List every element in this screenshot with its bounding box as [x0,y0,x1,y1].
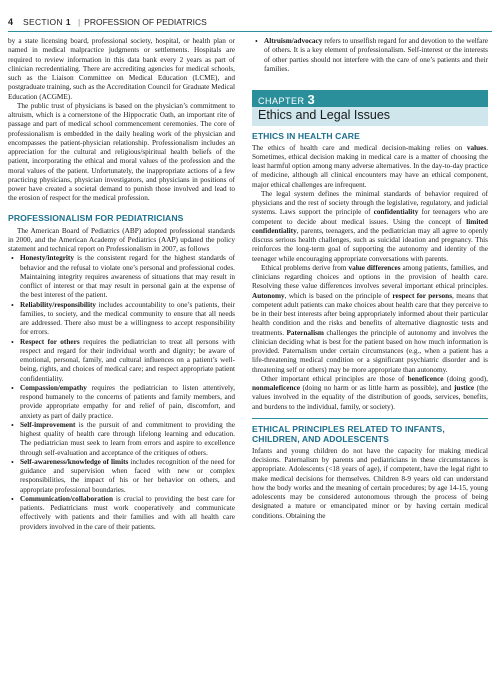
chapter-banner [252,90,488,126]
section-word: SECTION [23,17,63,27]
header-separator: | [77,17,81,27]
list-item [20,495,235,532]
list-item [20,458,235,495]
bullet-term: Altruism/advocacy [264,37,323,45]
bullet-text: is the consistent regard for the highest standards of behavior and the refusal to violate one’s personal and professional codes. Maintaining integrity requires awareness of situations that may result in conflict of interest or that may result in personal gain at the expense of the best interest of the patient. [20,254,235,300]
section-number: 1 [65,17,71,27]
running-header [8,14,492,30]
bullet-term: Respect for others [20,337,80,346]
header-rule [8,31,492,32]
paragraph: Ethical problems derive from value differences among patients, families, and clinicians regarding choices and options in the provision of health care. Resolving these value differences involves several important ethical principles. Autonomy, which is based on the principle of respect for persons, means that competent adult patients can make choices about health care that they perceive to be in their best interests after being appropriately informed about their particular health condition and the risks and benefits of alternative diagnostic tests and treatments. Paternalism challenges the principle of autonomy and involves the clinician deciding what is best for the patient based on how much information is provided. Paternalism under certain circumstances (e.g., when a patient has a life-threatening medical condition or a significant psychiatric disorder and is threatening self or others) may be more appropriate than autonomy. [252,263,489,374]
section-heading: PROFESSIONALISM FOR PEDIATRICIANS [8,212,184,223]
paragraph: The ethics of health care and medical decision-making relies on values. Sometimes, ethical decision making in medical care is a matter of choosing the least harmful option among many adverse alternatives. In the day-to-day practice of medicine, although all clinical encounters may have an ethical component, major ethical challenges are infrequent. [252,143,488,189]
paragraph: Infants and young children do not have the capacity for making medical decisions. Paternalism by parents and pediatricians in these circumstances is appropriate. Adolescents (<18 years of age), if competent, have the legal right to make medical decisions for themselves. Children 8-9 years old can understand how the body works and the meaning of certain procedures; by age 14-15, young adolescents may be considered autonomous through the process of being designated a mature or emancipated minor or by having certain medical conditions. Obtaining the [252,446,488,520]
list-item [20,301,235,338]
list-item [20,338,235,384]
bullet-text: is crucial to providing the best care for patients. Pediatricians must work cooperatively and communicate effectively with patients and their families and with all health care providers involved in the care of their patients. [20,494,235,531]
list-item [264,37,488,74]
bullet-text: refers to unselfish regard for and devotion to the welfare of others. It is a key element of professionalism. Self-interest or the interests of other parties should not interfere with the care of one’s patients and their families. [264,37,488,73]
section-heading: ETHICS IN HEALTH CARE [252,130,360,141]
left-column [8,37,235,532]
chapter-word: CHAPTER [258,96,305,106]
chapter-label [252,92,488,107]
bullet-term: Reliability/responsibility [20,300,97,309]
bullet-text: is the pursuit of and commitment to providing the highest quality of health care through lifelong learning and education. The pediatrician must seek to learn from errors and aspire to excellence through self-evaluation and acceptance of the critiques of others. [20,420,235,457]
chapter-number: 3 [307,92,316,107]
section-title: PROFESSION OF PEDIATRICS [84,17,207,27]
bullet-list [8,254,235,532]
bullet-term: Honesty/integrity [20,254,74,263]
paragraph: The American Board of Pediatrics (ABP) adopted professional standards in 2000, and the American Academy of Pediatrics (AAP) updated the policy statement and technical report on Professionalism in 2007, as follows [8,226,235,253]
page-number: 4 [8,17,14,27]
bullet-text: requires the pediatrician to treat all persons with respect and regard for their individual worth and dignity; be aware of emotional, personal, family, and cultural influences on a patient’s well-being, rights, and choices of medical care; and respect appropriate patient confidentiality. [20,337,235,383]
bullet-term: Compassion/empathy [20,383,87,392]
section-heading: ETHICAL PRINCIPLES RELATED TO INFANTS, CHILDREN, AND ADOLESCENTS [252,423,445,444]
paragraph: Other important ethical principles are those of beneficence (doing good), nonmaleficence (doing no harm or as little harm as possible), and justice (the values involved in the equality of the distribution of goods, services, benefits, and burdens to the individual, family, or society). [252,374,488,411]
bullet-text: includes accountability to one’s patients, their families, to society, and the medical community to ensure that all needs are addressed. There also must be a willingness to accept responsibility for errors. [20,300,235,337]
paragraph: The public trust of physicians is based on the physician’s commitment to altruism, which is a cornerstone of the Hippocratic Oath, an important rite of passage and part of medical school commencement ceremonies. The core of professionalism is embedded in the daily healing work of the physician and encompasses the patient-physician relationship. Professionalism includes an appreciation for the cultural and religious/spiritual health beliefs of the patient, incorporating the ethical and moral values of the profession and the moral values of the patient. Unfortunately, the inappropriate actions of a few practicing physicians, physician investigators, and physicians in positions of power have created a societal demand to punish those involved and lead to the erosion of respect for the medical profession. [8,101,235,203]
paragraph: by a state licensing board, professional society, hospital, or health plan or named in medical malpractice judgments or settlements. Hospitals are required to review information in this data bank every 2 years as part of clinician recredentialing. There are accrediting agencies for medical schools, such as the Liaison Committee on Medical Education (LCME), and postgraduate training, such as the Accreditation Council for Graduate Medical Education (ACGME). [8,37,235,101]
section-label [23,17,74,27]
bullet-text: requires the pediatrician to listen attentively, respond humanely to the concerns of patients and family members, and provide appropriate empathy for and relief of pain, discomfort, and anxiety as part of daily practice. [20,383,235,420]
bullet-term: Communication/collaboration [20,494,114,503]
chapter-title: Ethics and Legal Issues [258,108,391,123]
right-column [252,37,488,521]
bullet-term: Self-improvement [20,420,76,429]
list-item [20,254,235,300]
paragraph: The legal system defines the minimal standards of behavior required of physicians and the rest of society through the legislative, regulatory, and judicial systems. Laws support the principle of confidentiality for teenagers who are competent to decide about medical issues. Using the concept of limited confidentiality, parents, teenagers, and the pediatrician may all agree to openly discuss serious health challenges, such as suicidal ideation and pregnancy. This reinforces the long-term goal of supporting the autonomy and identity of the teenager while encouraging appropriate conversations with parents. [252,189,488,263]
bullet-list [252,37,488,74]
list-item [20,384,235,421]
section-divider [252,418,488,419]
list-item [20,421,235,458]
bullet-text: includes recognition of the need for guidance and supervision when faced with new or complex responsibilities, the impact of his or her behavior on others, and appropriate professional boundaries. [20,457,236,494]
bullet-term: Self-awareness/knowledge of limits [20,457,129,466]
